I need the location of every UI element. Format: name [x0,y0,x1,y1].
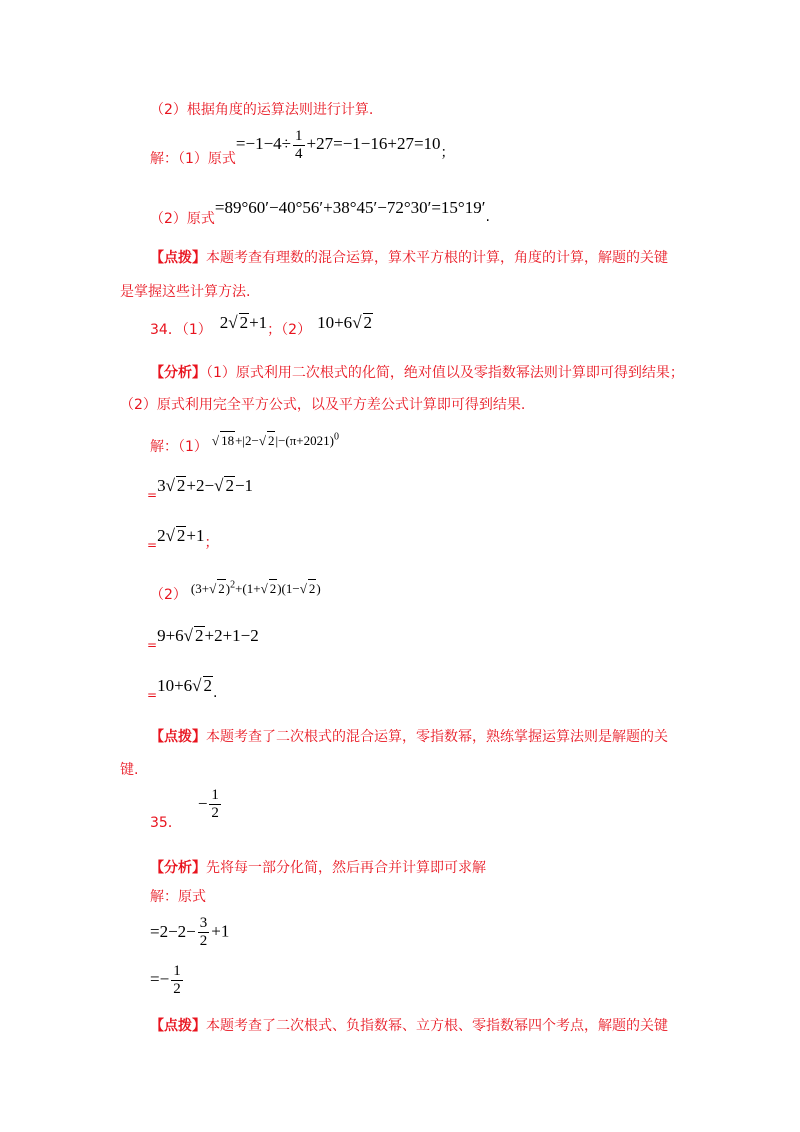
dianbo-text: 本题考查了二次根式的混合运算，零指数幂，熟练掌握运算法则是解题的关 [206,729,668,745]
radicand: 2 [218,581,225,597]
math-part: 9+6 [157,626,184,645]
question-34-answer [150,313,373,338]
dianbo-2-cont: 键. [120,762,139,778]
dianbo-1 [150,248,668,268]
equals-sign: = [147,688,158,702]
solution-34-2-step2 [147,676,218,702]
fraction-numerator: 3 [199,915,208,931]
fenxi-text: 先将每一部分化简，然后再合并计算即可求解 [206,860,486,876]
solution-34-2-step1 [147,626,259,652]
math-part: −1 [234,476,254,495]
math-part: +27=−1−16+27=10 [306,134,441,154]
radicand: 18 [221,433,235,449]
solution-35-label: 解：原式 [150,889,206,905]
fraction [209,787,221,822]
math-part: +|2− [235,433,259,449]
math-part: ) [225,581,231,597]
solution-34-1-step2 [147,526,219,552]
punctuation: . [213,685,218,701]
math-part: =− [150,969,170,989]
solution-34-2 [150,576,321,604]
math-part: +1 [211,921,230,941]
radicand: 2 [225,476,234,495]
dianbo-text: 本题考查有理数的混合运算，算术平方根的计算，角度的计算，解题的关键 [206,250,668,266]
fraction-denominator: 2 [199,933,208,949]
fraction-denominator: 2 [211,805,219,821]
math-part: )(1− [277,581,300,597]
math-expression: 9+6√ 2+2+1−2 [157,626,259,645]
dianbo-3 [150,1016,668,1036]
fenxi-1 [150,363,684,383]
math-part: +1 [249,313,268,332]
answer-2: 10+6√ 2 [317,313,373,332]
math-part: +2− [186,476,215,495]
math-part: 2 [157,526,166,545]
solution-34-1-step1 [147,476,254,502]
fraction-denominator: 2 [173,981,181,997]
math-part: 3 [157,476,166,495]
separator: ；（2） [267,322,312,338]
solution-label: （2）原式 [150,211,215,227]
math-part: +2+1−2 [204,626,259,645]
radicand: 2 [308,581,316,597]
math-part: − [197,793,208,813]
math-part: =−1−4÷ [235,134,292,154]
solution-2-line [150,198,490,227]
radicand: 2 [239,313,249,332]
solution-label: 解：（1）原式 [150,151,236,168]
dianbo-tag: 【点拨】 [150,250,206,266]
question-number: 35． [150,814,182,831]
solution-label: 解：（1） [150,439,208,456]
fraction-denominator: 4 [295,146,303,162]
equals-sign: = [147,638,158,652]
math-part: =2−2− [150,921,196,941]
fenxi-1-cont: （2）原式利用完全平方公式，以及平方差公式计算即可得到结果. [120,397,526,413]
math-part: 10+6 [157,676,193,695]
solution-35-step2 [150,963,185,1003]
dianbo-2 [150,727,668,747]
math-expression [235,128,441,162]
radicand: 2 [269,581,277,597]
math-expression: 2√ 2+1 [157,526,205,545]
punctuation: . [485,209,490,225]
fraction-numerator: 1 [295,128,303,144]
dianbo-tag: 【点拨】 [150,1018,206,1034]
dianbo-text: 本题考查了二次根式、负指数幂、立方根、零指数幂四个考点，解题的关键 [206,1018,668,1034]
dianbo-tag: 【点拨】 [150,729,206,745]
radicand: 2 [176,476,186,495]
solution-35-step1 [150,915,229,955]
solution-34-1 [150,428,339,456]
solution-1-line [150,128,455,176]
fraction-numerator: 1 [173,963,181,979]
math-expression: (3+√ 2)$^2$+(1+√ 2)(1−√ 2) [190,580,321,597]
fraction [293,128,305,163]
radicand: 2 [363,313,373,332]
dianbo-1-cont: 是掌握这些计算方法. [120,284,251,300]
math-part: 2 [219,313,229,332]
fraction-numerator: 1 [211,787,219,803]
exponent: 2 [230,580,236,591]
fraction [171,963,183,998]
answer-1: 2√ 2+1 [219,313,268,332]
math-part: +(1+ [235,581,261,597]
math-part: ) [316,581,321,597]
math-expression: √ 18+|2−√ $2|-(\pi+2021)^0$ [211,432,339,449]
radicand: 2 [203,676,212,695]
fenxi-2 [150,858,486,878]
punctuation: ； [204,535,219,551]
exponent: 0 [333,432,339,443]
math-expression: 3√ 2+2−√ 2−1 [157,476,254,495]
fraction [198,915,210,950]
math-part: 10+6 [317,313,353,332]
math-expression: 10+6√ 2 [157,676,212,695]
question-number: 34．（1） [150,322,212,338]
solution-label: （2） [150,587,187,604]
question-35-answer [150,787,223,831]
radicand: 2 [267,433,275,449]
punctuation: ； [440,145,455,162]
radicand: 2 [176,526,186,545]
math-part: (3+ [190,581,210,597]
fenxi-text: （1）原式利用二次根式的化简，绝对值以及零指数幂法则计算即可得到结果； [206,365,684,381]
analysis-line-2: （2）根据角度的运算法则进行计算. [150,102,374,118]
math-expression: =89°60′−40°56′+38°45′−72°30′=15°19′ [214,198,486,217]
math-part: +1 [186,526,205,545]
fenxi-tag: 【分析】 [150,365,206,381]
radicand: 2 [195,626,204,645]
math-part: |−(π+2021) [275,433,334,449]
equals-sign: = [147,538,158,552]
fenxi-tag: 【分析】 [150,860,206,876]
equals-sign: = [147,488,158,502]
